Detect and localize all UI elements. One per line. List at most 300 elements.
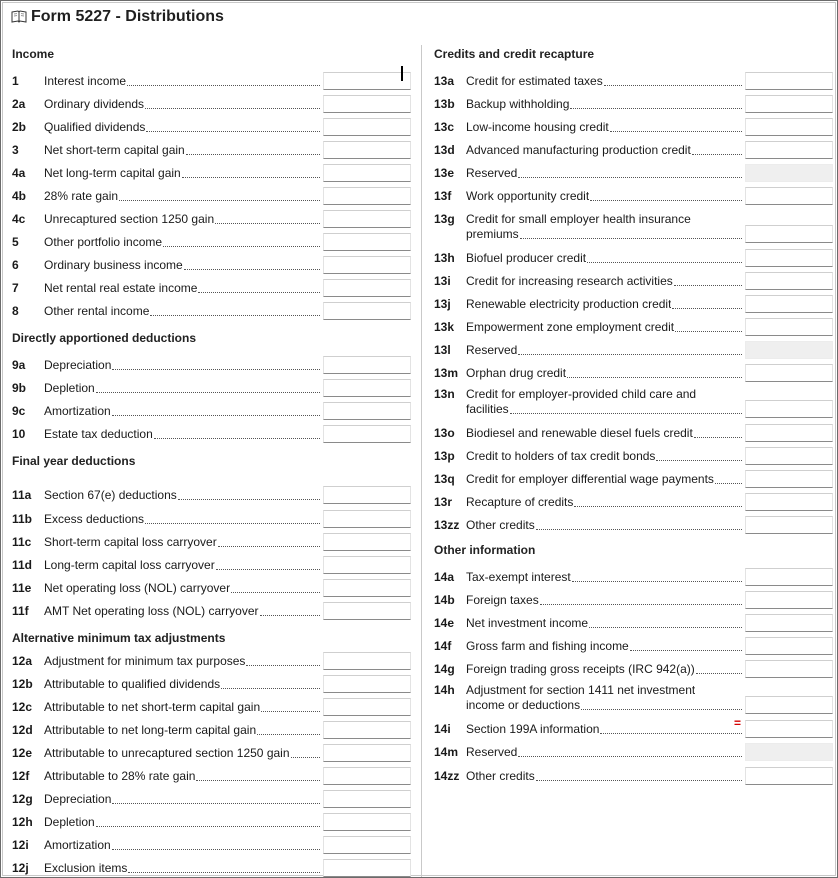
line-12i <box>12 835 412 855</box>
line-label: Amortization <box>44 404 111 418</box>
dot-leader <box>112 848 320 850</box>
line-13h <box>434 248 833 268</box>
line-number: 14m <box>434 745 459 759</box>
line-label: Low-income housing credit <box>466 120 609 134</box>
dot-leader <box>215 222 320 224</box>
line-10 <box>12 424 412 444</box>
line-label: Backup withholding <box>466 97 570 111</box>
column-divider <box>421 45 422 877</box>
line-14a <box>434 567 833 587</box>
line-label: Credit for increasing research activities <box>466 274 673 288</box>
line-number: 12e <box>12 746 33 760</box>
dot-leader <box>112 368 320 370</box>
amount-field-2a[interactable] <box>323 95 411 113</box>
line-label: Attributable to qualified dividends <box>44 677 221 691</box>
line-13q <box>434 469 833 489</box>
line-label: Depletion <box>44 815 95 829</box>
dot-leader <box>587 261 742 263</box>
line-label: Depreciation <box>44 792 112 806</box>
line-number: 9a <box>12 358 26 372</box>
line-12h <box>12 812 412 832</box>
line-9c <box>12 401 412 421</box>
line-label: Adjustment for section 1411 net investment <box>466 683 696 697</box>
line-number: 13m <box>434 366 459 380</box>
dot-leader <box>184 268 320 270</box>
line-label: Section 199A information <box>466 722 600 736</box>
line-11f <box>12 601 412 621</box>
dot-leader <box>610 130 742 132</box>
line-label: Work opportunity credit <box>466 189 590 203</box>
dot-leader <box>196 779 320 781</box>
line-number: 13c <box>434 120 455 134</box>
line-label: Ordinary dividends <box>44 97 145 111</box>
dot-leader <box>216 568 320 570</box>
line-label: Adjustment for minimum tax purposes <box>44 654 246 668</box>
dot-leader <box>518 755 742 757</box>
amount-field-2b[interactable] <box>323 118 411 136</box>
line-number: 13e <box>434 166 455 180</box>
amount-field-12j[interactable] <box>323 859 411 877</box>
line-label: Recapture of credits <box>466 495 574 509</box>
line-11d <box>12 555 412 575</box>
amount-field-12i[interactable] <box>323 836 411 854</box>
dot-leader <box>178 498 320 500</box>
line-12a <box>12 651 412 671</box>
line-label: Attributable to net short-term capital gain <box>44 700 261 714</box>
line-13b <box>434 94 833 114</box>
section-heading-amt: Alternative minimum tax adjustments <box>12 631 226 645</box>
line-label: Credit for employer-provided child care and <box>466 387 697 401</box>
line-label-continued: income or deductions <box>466 698 581 712</box>
line-13r <box>434 492 833 512</box>
dot-leader <box>112 414 320 416</box>
amount-field-11e[interactable] <box>323 579 411 597</box>
line-number: 13n <box>434 387 455 401</box>
dot-leader <box>540 603 742 605</box>
line-number: 9c <box>12 404 26 418</box>
line-12e <box>12 743 412 763</box>
line-number: 13zz <box>434 518 460 532</box>
line-number: 4c <box>12 212 26 226</box>
amount-field-8[interactable] <box>323 302 411 320</box>
line-label: Excess deductions <box>44 512 145 526</box>
amount-field-13p[interactable] <box>745 447 833 465</box>
line-number: 1 <box>12 74 19 88</box>
line-label: Advanced manufacturing production credit <box>466 143 691 157</box>
amount-field-6[interactable] <box>323 256 411 274</box>
line-number: 13k <box>434 320 455 334</box>
line-14h <box>434 680 833 712</box>
amount-field-14f[interactable] <box>745 637 833 655</box>
amount-field-11f[interactable] <box>323 602 411 620</box>
line-label: Depreciation <box>44 358 112 372</box>
amount-field-4b[interactable] <box>323 187 411 205</box>
dot-leader <box>186 153 320 155</box>
line-label: Other portfolio income <box>44 235 163 249</box>
amount-field-5[interactable] <box>323 233 411 251</box>
line-13f <box>434 186 833 206</box>
line-label: Long-term capital loss carryover <box>44 558 215 572</box>
line-number: 13q <box>434 472 455 486</box>
line-label: Biodiesel and renewable diesel fuels credit <box>466 426 693 440</box>
line-number: 11c <box>12 535 32 549</box>
line-number: 4a <box>12 166 26 180</box>
line-number: 11e <box>12 581 32 595</box>
line-label: Net operating loss (NOL) carryover <box>44 581 231 595</box>
amount-field-12d[interactable] <box>323 721 411 739</box>
line-label: Reserved <box>466 745 518 759</box>
dot-leader <box>221 687 320 689</box>
text-cursor <box>401 66 403 81</box>
dot-leader <box>590 199 742 201</box>
dot-leader <box>572 580 742 582</box>
dot-leader <box>154 437 320 439</box>
line-label: Estate tax deduction <box>44 427 153 441</box>
amount-field-13m[interactable] <box>745 364 833 382</box>
amount-field-13r[interactable] <box>745 493 833 511</box>
dot-leader <box>198 291 320 293</box>
line-9b <box>12 378 412 398</box>
line-label: Net long-term capital gain <box>44 166 181 180</box>
amount-field-12f[interactable] <box>323 767 411 785</box>
line-13p <box>434 446 833 466</box>
required-marker: = <box>734 716 742 730</box>
line-number: 13g <box>434 212 455 226</box>
amount-field-12a[interactable] <box>323 652 411 670</box>
line-number: 12f <box>12 769 30 783</box>
line-14i <box>434 716 833 739</box>
amount-field-13b[interactable] <box>745 95 833 113</box>
section-heading-deductions: Directly apportioned deductions <box>12 331 197 345</box>
line-number: 8 <box>12 304 19 318</box>
line-number: 14h <box>434 683 455 697</box>
amount-field-13q[interactable] <box>745 470 833 488</box>
line-13k <box>434 317 833 337</box>
line-3 <box>12 140 412 160</box>
line-13d <box>434 140 833 160</box>
line-4c <box>12 209 412 229</box>
line-label: Foreign trading gross receipts (IRC 942(a)) <box>466 662 695 676</box>
line-number: 13j <box>434 297 451 311</box>
line-number: 11f <box>12 604 29 618</box>
amount-field-13e <box>745 164 833 182</box>
amount-field-14e[interactable] <box>745 614 833 632</box>
amount-field-13k[interactable] <box>745 318 833 336</box>
line-label: Other rental income <box>44 304 150 318</box>
line-number: 13r <box>434 495 453 509</box>
line-13zz <box>434 515 833 535</box>
dot-leader <box>127 84 320 86</box>
line-number: 13i <box>434 274 451 288</box>
line-label: Foreign taxes <box>466 593 539 607</box>
dot-leader <box>656 459 742 461</box>
dot-leader <box>119 199 320 201</box>
line-number: 13l <box>434 343 451 357</box>
line-number: 12c <box>12 700 33 714</box>
dot-leader <box>570 107 742 109</box>
line-label: Renewable electricity production credit <box>466 297 672 311</box>
line-number: 14b <box>434 593 455 607</box>
line-label: Interest income <box>44 74 127 88</box>
line-label: Net investment income <box>466 616 589 630</box>
line-13i <box>434 271 833 291</box>
line-label: Reserved <box>466 166 518 180</box>
line-13l <box>434 340 833 360</box>
section-heading-final-year: Final year deductions <box>12 454 136 468</box>
line-13o <box>434 423 833 443</box>
amount-field-3[interactable] <box>323 141 411 159</box>
line-number: 6 <box>12 258 19 272</box>
dot-leader <box>630 649 742 651</box>
dot-leader <box>163 245 320 247</box>
dot-leader <box>231 591 320 593</box>
dot-leader <box>518 176 742 178</box>
amount-field-9a[interactable] <box>323 356 411 374</box>
amount-field-7[interactable] <box>323 279 411 297</box>
line-number: 9b <box>12 381 27 395</box>
amount-field-12c[interactable] <box>323 698 411 716</box>
line-2b <box>12 117 412 137</box>
line-11b <box>12 509 412 529</box>
line-14b <box>434 590 833 610</box>
line-label: Gross farm and fishing income <box>466 639 629 653</box>
line-number: 5 <box>12 235 19 249</box>
dot-leader <box>581 708 742 710</box>
dot-leader <box>257 733 320 735</box>
line-label: AMT Net operating loss (NOL) carryover <box>44 604 259 618</box>
amount-field-11d[interactable] <box>323 556 411 574</box>
line-label: Orphan drug credit <box>466 366 567 380</box>
amount-field-13j[interactable] <box>745 295 833 313</box>
amount-field-12g[interactable] <box>323 790 411 808</box>
line-label: Other credits <box>466 518 535 532</box>
line-number: 12b <box>12 677 33 691</box>
amount-field-11a[interactable] <box>323 486 411 504</box>
line-6 <box>12 255 412 275</box>
title-bar <box>11 7 224 27</box>
line-number: 12d <box>12 723 33 737</box>
line-label: Ordinary business income <box>44 258 183 272</box>
amount-field-13i[interactable] <box>745 272 833 290</box>
line-number: 2b <box>12 120 27 134</box>
line-label: Net rental real estate income <box>44 281 198 295</box>
line-number: 13d <box>434 143 455 157</box>
line-number: 14f <box>434 639 452 653</box>
dot-leader <box>694 436 742 438</box>
section-heading-income: Income <box>12 47 55 61</box>
line-12b <box>12 674 412 694</box>
line-number: 12g <box>12 792 33 806</box>
amount-field-14h[interactable] <box>745 696 833 714</box>
section-heading-other: Other information <box>434 543 536 557</box>
amount-field-14a[interactable] <box>745 568 833 586</box>
amount-field-11b[interactable] <box>323 510 411 528</box>
line-number: 12i <box>12 838 29 852</box>
dot-leader <box>96 825 320 827</box>
amount-field-4a[interactable] <box>323 164 411 182</box>
line-4b <box>12 186 412 206</box>
line-label: Unrecaptured section 1250 gain <box>44 212 215 226</box>
dot-leader <box>96 391 320 393</box>
dot-leader <box>145 522 320 524</box>
line-label: Tax-exempt interest <box>466 570 571 584</box>
amount-field-13d[interactable] <box>745 141 833 159</box>
line-label: Reserved <box>466 343 518 357</box>
line-number: 13b <box>434 97 455 111</box>
line-9a <box>12 355 412 375</box>
line-12j <box>12 858 412 878</box>
line-number: 11b <box>12 512 33 526</box>
amount-field-10[interactable] <box>323 425 411 443</box>
dot-leader <box>536 528 742 530</box>
dot-leader <box>574 505 742 507</box>
dot-leader <box>600 732 742 734</box>
line-label: 28% rate gain <box>44 189 119 203</box>
amount-field-13g[interactable] <box>745 225 833 243</box>
line-14f <box>434 636 833 656</box>
dot-leader <box>145 107 320 109</box>
line-label: Other credits <box>466 769 535 783</box>
amount-field-13f[interactable] <box>745 187 833 205</box>
line-number: 11d <box>12 558 33 572</box>
dot-leader <box>150 314 320 316</box>
amount-field-9b[interactable] <box>323 379 411 397</box>
line-13j <box>434 294 833 314</box>
line-label: Credit for small employer health insurance <box>466 212 691 226</box>
line-number: 7 <box>12 281 19 295</box>
amount-field-13c[interactable] <box>745 118 833 136</box>
amount-field-14i[interactable] <box>745 720 833 738</box>
amount-field-13a[interactable] <box>745 72 833 90</box>
dot-leader <box>246 664 320 666</box>
line-label: Credit for estimated taxes <box>466 74 603 88</box>
amount-field-13n[interactable] <box>745 400 833 418</box>
section-heading-credits: Credits and credit recapture <box>434 47 595 61</box>
amount-field-9c[interactable] <box>323 402 411 420</box>
amount-field-13o[interactable] <box>745 424 833 442</box>
line-number: 4b <box>12 189 27 203</box>
amount-field-11c[interactable] <box>323 533 411 551</box>
line-5 <box>12 232 412 252</box>
amount-field-13h[interactable] <box>745 249 833 267</box>
dot-leader <box>520 237 742 239</box>
amount-field-4c[interactable] <box>323 210 411 228</box>
amount-field-12b[interactable] <box>323 675 411 693</box>
amount-field-13zz[interactable] <box>745 516 833 534</box>
amount-field-12e[interactable] <box>323 744 411 762</box>
amount-field-13l <box>745 341 833 359</box>
dot-leader <box>696 672 742 674</box>
line-7 <box>12 278 412 298</box>
line-label: Short-term capital loss carryover <box>44 535 217 549</box>
amount-field-14g[interactable] <box>745 660 833 678</box>
line-number: 14zz <box>434 769 460 783</box>
dot-leader <box>715 482 742 484</box>
line-label: Biofuel producer credit <box>466 251 587 265</box>
line-14m <box>434 742 833 762</box>
dot-leader <box>128 871 320 873</box>
line-label: Net short-term capital gain <box>44 143 185 157</box>
book-icon <box>11 10 27 24</box>
amount-field-12h[interactable] <box>323 813 411 831</box>
line-11e <box>12 578 412 598</box>
line-11a <box>12 485 412 505</box>
dot-leader <box>112 802 320 804</box>
line-13c <box>434 117 833 137</box>
amount-field-14zz[interactable] <box>745 767 833 785</box>
dot-leader <box>291 756 320 758</box>
dot-leader <box>692 153 742 155</box>
line-14zz <box>434 766 833 786</box>
line-number: 12h <box>12 815 33 829</box>
line-number: 2a <box>12 97 26 111</box>
line-label: Empowerment zone employment credit <box>466 320 675 334</box>
line-number: 14a <box>434 570 455 584</box>
line-label: Amortization <box>44 838 111 852</box>
line-label: Exclusion items <box>44 861 128 875</box>
amount-field-1[interactable] <box>323 72 411 90</box>
line-label-continued: premiums <box>466 227 519 241</box>
dot-leader <box>510 412 742 414</box>
line-number: 13a <box>434 74 455 88</box>
dot-leader <box>672 307 742 309</box>
line-2a <box>12 94 412 114</box>
line-label: Attributable to net long-term capital gain <box>44 723 257 737</box>
line-13a <box>434 71 833 91</box>
line-number: 12j <box>12 861 29 875</box>
dot-leader <box>261 710 320 712</box>
line-number: 14e <box>434 616 455 630</box>
line-14g <box>434 659 833 679</box>
line-13n <box>434 384 833 416</box>
dot-leader <box>589 626 742 628</box>
line-14e <box>434 613 833 633</box>
line-number: 13o <box>434 426 455 440</box>
line-number: 14i <box>434 722 451 736</box>
dot-leader <box>146 130 320 132</box>
dot-leader <box>518 353 742 355</box>
amount-field-14b[interactable] <box>745 591 833 609</box>
page-title: Form 5227 - Distributions <box>31 8 224 25</box>
dot-leader <box>674 284 742 286</box>
line-13m <box>434 363 833 383</box>
line-number: 10 <box>12 427 26 441</box>
line-number: 11a <box>12 488 32 502</box>
dot-leader <box>182 176 320 178</box>
line-label: Depletion <box>44 381 95 395</box>
line-1 <box>12 71 412 91</box>
line-number: 12a <box>12 654 33 668</box>
line-label: Attributable to 28% rate gain <box>44 769 196 783</box>
line-12g <box>12 789 412 809</box>
line-number: 3 <box>12 143 19 157</box>
dot-leader <box>675 330 742 332</box>
line-label-continued: facilities <box>466 402 509 416</box>
line-label: Qualified dividends <box>44 120 146 134</box>
line-13e <box>434 163 833 183</box>
dot-leader <box>260 614 320 616</box>
line-label: Section 67(e) deductions <box>44 488 177 502</box>
line-8 <box>12 301 412 321</box>
line-11c <box>12 532 412 552</box>
dot-leader <box>536 779 742 781</box>
dot-leader <box>218 545 320 547</box>
line-label: Credit to holders of tax credit bonds <box>466 449 656 463</box>
dot-leader <box>567 376 742 378</box>
line-13g <box>434 209 833 241</box>
line-number: 13h <box>434 251 455 265</box>
line-number: 14g <box>434 662 455 676</box>
